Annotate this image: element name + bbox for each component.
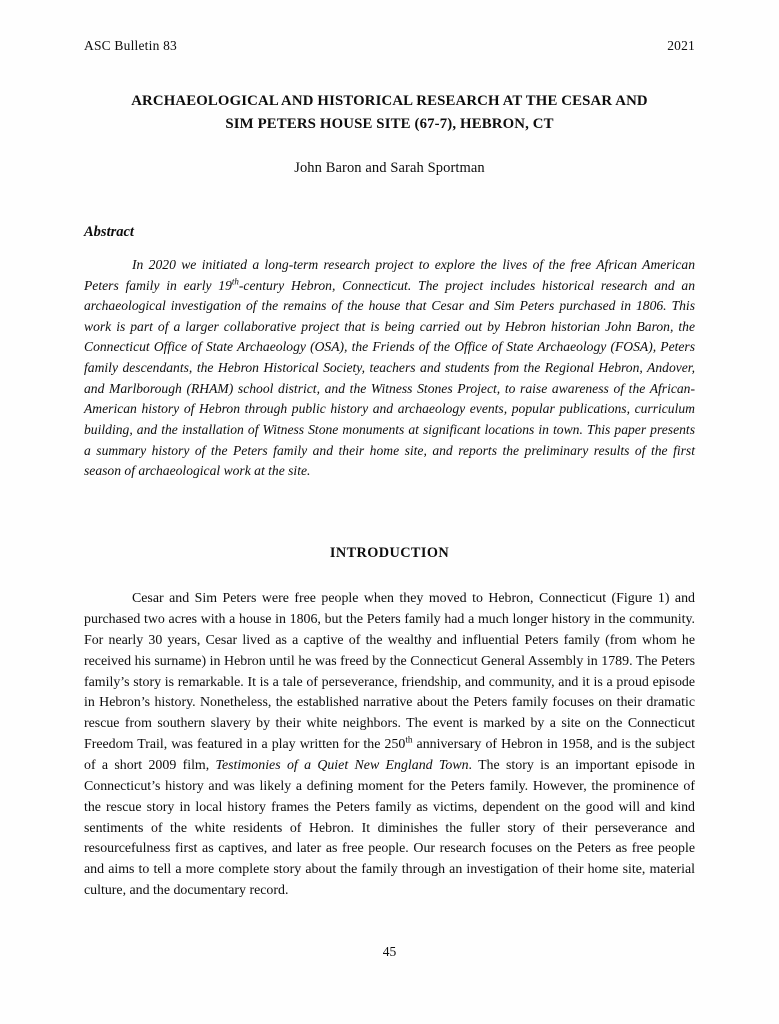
introduction-text-part-3: . The story is an important episode in Connecticut’s history and was likely a defining moment for the Peters family. However, the prominence of the rescue story in local history frames the Peters family as victims, dependent on the good will and kind sentiments of the white residents of Hebron. It diminishes the fuller story of their perseverance and resourcefulness first as captives, and later as free people. Our research focuses on the Peters as free people and aims to tell a more complete story about the family through an investigation of their home site, material culture, and the documentary record. — [84, 757, 695, 899]
abstract-text-part-2: -century Hebron, Connecticut. The project includes historical research and an archaeological investigation of the remains of the house that Cesar and Sim Peters purchased in 1806. This work is part of a larger collaborative project that is being carried out by Hebron historian John Baron, the Connecticut Office of State Archaeology (OSA), the Friends of the Office of State Archaeology (FOSA), Peters family descendants, the Hebron Historical Society, teachers and students from the Regional Hebron, Andover, and Marlborough (RHAM) school district, and the Witness Stones Project, to raise awareness of the African-American history of Hebron through public history and archaeology events, popular publications, curriculum building, and the installation of Witness Stone monuments at significant locations in town. This paper presents a summary history of the Peters family and their home site, and reports the preliminary results of the first season of archaeological work at the site. — [84, 277, 695, 479]
introduction-superscript-th: th — [405, 734, 413, 745]
page-number: 45 — [382, 944, 397, 959]
running-head-left: ASC Bulletin 83 — [84, 38, 178, 53]
running-head-right: 2021 — [667, 38, 695, 53]
author-list: John Baron and Sarah Sportman — [294, 159, 485, 176]
introduction-paragraph — [84, 589, 695, 902]
introduction-text-part-2: anniversary of Hebron in 1958, and is the subject of a short 2009 film, — [84, 737, 695, 773]
introduction-text-part-1: Cesar and Sim Peters were free people when they moved to Hebron, Connecticut (Figure 1) and purchased two acres with a house in 1806, but the Peters family had a much longer history in the community. For nearly 30 years, Cesar lived as a captive of the wealthy and influential Peters family (from whom he received his surname) in Hebron until he was freed by the Connecticut General Assembly in 1789. The Peters family’s story is remarkable. It is a tale of perseverance, friendship, and community, and it is a proud episode in Hebron’s history. Nonetheless, the established narrative about the Peters family focuses on their dramatic rescue from southern slavery by their white neighbors. The event is marked by a site on the Connecticut Freedom Trail, was featured in a play written for the 250 — [84, 591, 695, 753]
abstract-heading: Abstract — [84, 223, 134, 240]
film-title-italic: Testimonies of a Quiet New England Town — [215, 757, 469, 773]
page-title-line-2: SIM PETERS HOUSE SITE (67-7), HEBRON, CT — [225, 115, 554, 132]
page-title — [90, 90, 689, 136]
abstract-superscript-th: th — [231, 275, 239, 286]
section-heading-introduction: INTRODUCTION — [329, 545, 450, 562]
abstract-text-part-1: In 2020 we initiated a long-term research project to explore the lives of the free African American Peters family in early 19 — [84, 256, 695, 293]
page-title-line-1: ARCHAEOLOGICAL AND HISTORICAL RESEARCH AT THE CESAR AND — [131, 93, 648, 109]
abstract-text — [84, 255, 695, 482]
running-head — [84, 38, 695, 54]
